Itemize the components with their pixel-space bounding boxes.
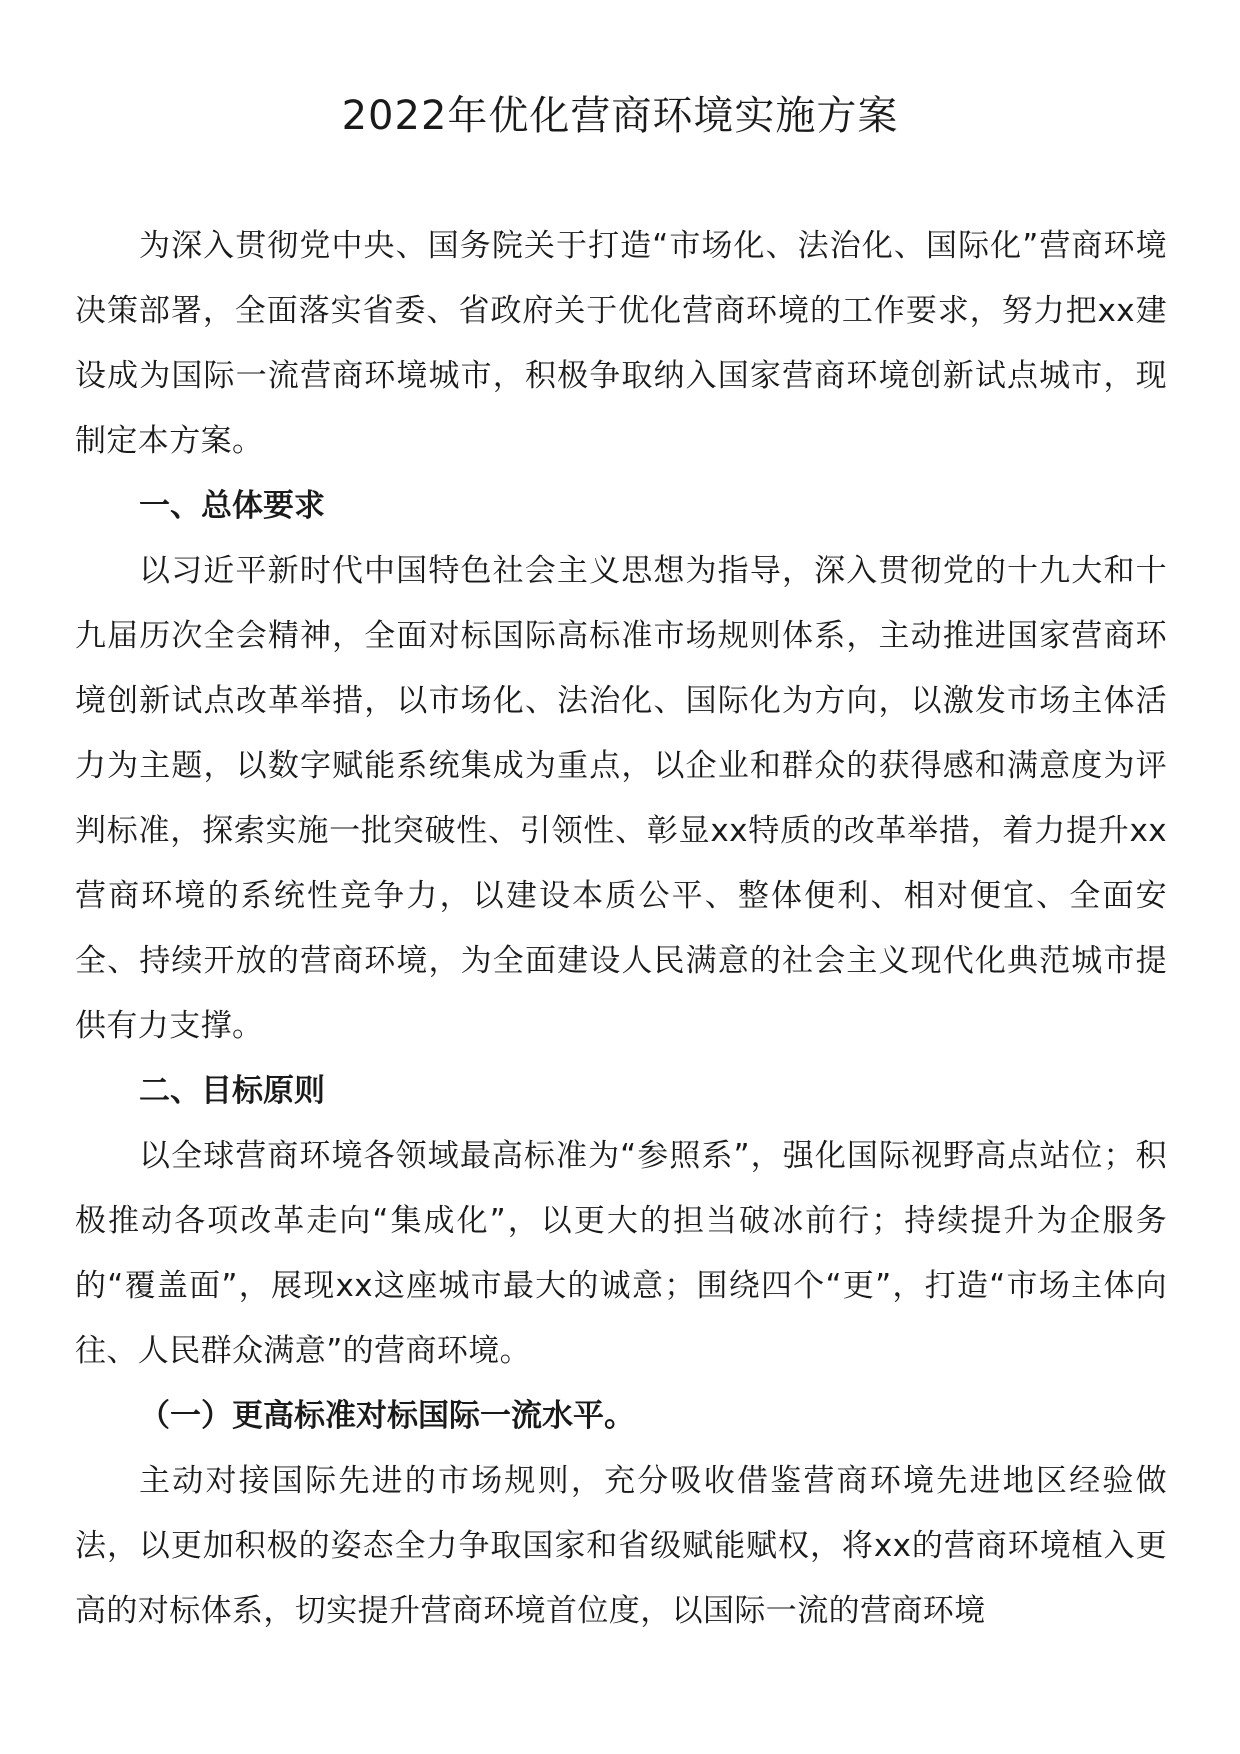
general-requirements-paragraph: 以习近平新时代中国特色社会主义思想为指导，深入贯彻党的十九大和十九届历次全会精神，全面对标国际高标准市场规则体系，主动推进国家营商环境创新试点改革举措，以市场化、法治化、国际化为方向，以激发市场主体活力为主题，以数字赋能系统集成为重点，以企业和群众的获得感和满意度为评判标准，探索实施一批突破性、引领性、彰显xx特质的改革举措，着力提升xx营商环境的系统性竞争力，以建设本质公平、整体便利、相对便宜、全面安全、持续开放的营商环境，为全面建设人民满意的社会主义现代化典范城市提供有力支撑。: [75, 553, 1167, 1044]
higher-standards-paragraph: 主动对接国际先进的市场规则，充分吸收借鉴营商环境先进地区经验做法，以更加积极的姿态全力争取国家和省级赋能赋权，将xx的营商环境植入更高的对标体系，切实提升营商环境首位度，以国际一流的营商环境: [75, 1463, 1167, 1629]
goal-principles-paragraph: 以全球营商环境各领域最高标准为“参照系”，强化国际视野高点站位；积极推动各项改革走向“集成化”，以更大的担当破冰前行；持续提升为企服务的“覆盖面”，展现xx这座城市最大的诚意；围绕四个“更”，打造“市场主体向往、人民群众满意”的营商环境。: [75, 1138, 1167, 1369]
section-heading-general-requirements: 一、总体要求: [139, 488, 325, 524]
document-body: [75, 214, 1167, 1644]
intro-paragraph: 为深入贯彻党中央、国务院关于打造“市场化、法治化、国际化”营商环境决策部署，全面落实省委、省政府关于优化营商环境的工作要求，努力把xx建设成为国际一流营商环境城市，积极争取纳入国家营商环境创新试点城市，现制定本方案。: [75, 228, 1167, 459]
document-title: 2022年优化营商环境实施方案: [341, 93, 899, 139]
subsection-heading-higher-standards: （一）更高标准对标国际一流水平。: [139, 1398, 635, 1434]
section-heading-goal-principles: 二、目标原则: [139, 1073, 325, 1109]
